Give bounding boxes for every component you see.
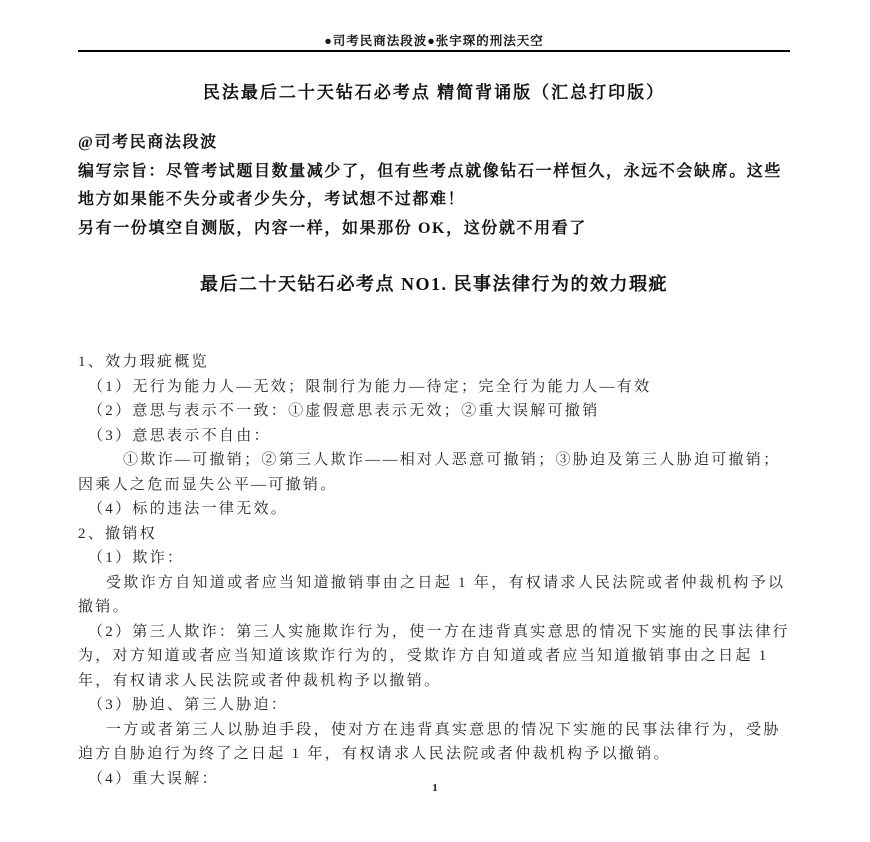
body-line: 受欺诈方自知道或者应当知道撤销事由之日起 1 年，有权请求人民法院或者仲裁机构予以 bbox=[106, 574, 786, 591]
body-line: （4）重大误解： bbox=[88, 770, 219, 787]
body-line: 因乘人之危而显失公平—可撤销。 bbox=[78, 476, 338, 493]
body-line: 1、效力瑕疵概览 bbox=[78, 354, 209, 370]
header-title: ●司考民商法段波●张宇琛的刑法天空 bbox=[324, 34, 544, 48]
document-title: 民法最后二十天钻石必考点 精简背诵版（汇总打印版） bbox=[202, 83, 666, 102]
body-line: ①欺诈—可撤销；②第三人欺诈——相对人恶意可撤销；③胁迫及第三人胁迫可撤销； bbox=[123, 452, 781, 468]
body-line: （1）无行为能力人—无效；限制行为能力—待定；完全行为能力人—有效 bbox=[88, 378, 652, 395]
body-line: 年，有权请求人民法院或者仲裁机构予以撤销。 bbox=[78, 672, 442, 689]
body-line: （2）第三人欺诈：第三人实施欺诈行为，使一方在违背真实意思的情况下实施的民事法律行 bbox=[88, 623, 790, 640]
document-body bbox=[78, 350, 790, 791]
intro-lines bbox=[78, 158, 790, 244]
intro-line: 编写宗旨：尽管考试题目数量减少了，但有些考点就像钻石一样恒久，永远不会缺席。这些 bbox=[78, 162, 783, 180]
body-line: 撤销。 bbox=[78, 599, 130, 615]
body-line: 一方或者第三人以胁迫手段，使对方在违背真实意思的情况下实施的民事法律行为，受胁 bbox=[106, 721, 781, 738]
page-number: 1 bbox=[432, 782, 438, 794]
section-heading: 最后二十天钻石必考点 NO1. 民事法律行为的效力瑕疵 bbox=[200, 274, 668, 294]
intro-line: 另有一份填空自测版，内容一样，如果那份 OK，这份就不用看了 bbox=[78, 219, 587, 237]
page-footer bbox=[0, 782, 870, 794]
body-line: 为，对方知道或者应当知道该欺诈行为的，受欺诈方自知道或者应当知道撤销事由之日起 1 bbox=[78, 648, 769, 664]
author-line: @司考民商法段波 bbox=[78, 134, 218, 151]
page-header bbox=[78, 0, 790, 52]
body-line: （1）欺诈： bbox=[88, 550, 185, 566]
body-line: （3）意思表示不自由： bbox=[88, 427, 271, 444]
body-line: 迫方自胁迫行为终了之日起 1 年，有权请求人民法院或者仲裁机构予以撤销。 bbox=[78, 746, 671, 762]
body-line: （2）意思与表示不一致：①虚假意思表示无效；②重大误解可撤销 bbox=[88, 403, 600, 419]
body-line: 2、撤销权 bbox=[78, 525, 158, 542]
body-line: （3）胁迫、第三人胁迫： bbox=[88, 697, 289, 713]
intro-block bbox=[78, 129, 790, 243]
intro-line: 地方如果能不失分或者少失分，考试想不过都难！ bbox=[78, 191, 466, 208]
body-line: （4）标的违法一律无效。 bbox=[88, 501, 289, 517]
